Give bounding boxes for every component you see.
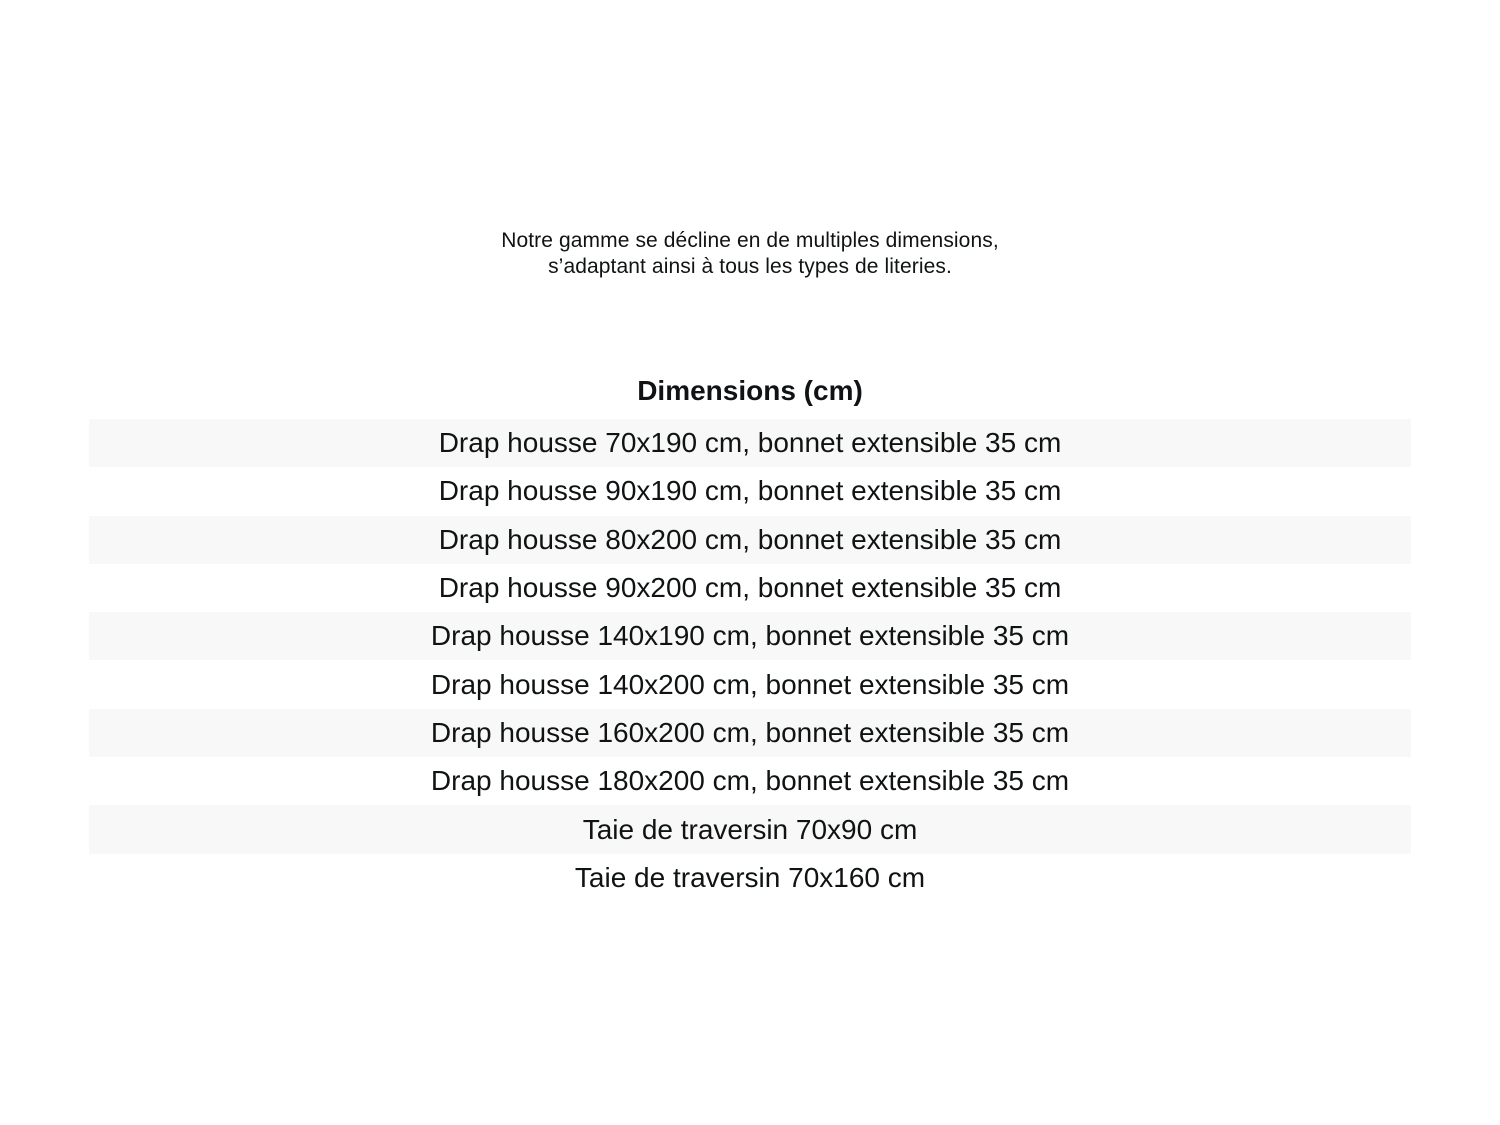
table-row: Drap housse 140x190 cm, bonnet extensible 35 cm — [89, 612, 1411, 660]
table-row: Taie de traversin 70x160 cm — [574, 861, 926, 893]
table-row: Drap housse 80x200 cm, bonnet extensible 35 cm — [89, 516, 1411, 564]
table-row: Drap housse 180x200 cm, bonnet extensible 35 cm — [430, 765, 1070, 797]
intro-line-2: s’adaptant ainsi à tous les types de literies. — [548, 255, 952, 278]
table-row: Drap housse 90x200 cm, bonnet extensible 35 cm — [438, 572, 1062, 604]
dimensions-table — [89, 419, 1411, 902]
table-row: Drap housse 140x200 cm, bonnet extensible 35 cm — [430, 668, 1070, 700]
table-row: Drap housse 70x190 cm, bonnet extensible 35 cm — [89, 419, 1411, 467]
intro-text — [0, 228, 1500, 280]
intro-line-1: Notre gamme se décline en de multiples dimensions, — [501, 229, 999, 252]
table-row: Drap housse 160x200 cm, bonnet extensible 35 cm — [89, 709, 1411, 757]
dimensions-heading: Dimensions (cm) — [637, 375, 863, 406]
table-row: Drap housse 90x190 cm, bonnet extensible 35 cm — [438, 475, 1062, 507]
table-row: Taie de traversin 70x90 cm — [89, 805, 1411, 853]
